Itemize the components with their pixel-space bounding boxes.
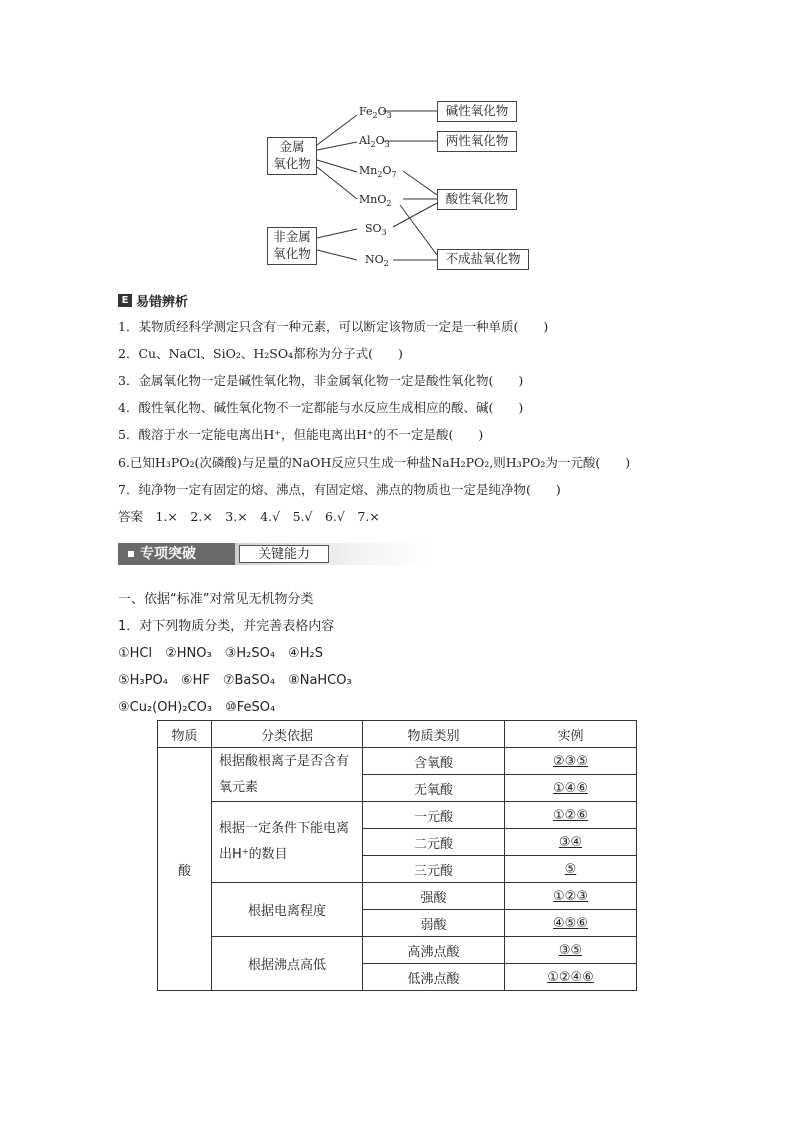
substance-line-1: ①HCl ②HNO₃ ③H₂SO₄ ④H₂S xyxy=(118,646,323,661)
header-example: 实例 xyxy=(505,721,637,748)
nonmetal-oxide-label-1: 非金属 xyxy=(273,229,311,244)
statement-6: 6.已知H₃PO₂(次磷酸)与足量的NaOH反应只生成一种盐NaH₂PO₂,则H₃PO₂为一元酸( ) xyxy=(118,455,631,470)
cell-category: 低沸点酸 xyxy=(363,964,505,991)
banner-light-label: 关键能力 xyxy=(239,545,329,563)
section-header xyxy=(118,290,189,310)
metal-oxide-box xyxy=(267,137,317,175)
cell-example: ①②⑥ xyxy=(505,802,637,829)
statement-5: 5．酸溶于水一定能电离出H⁺，但能电离出H⁺的不一定是酸( ) xyxy=(118,427,484,442)
statement-3: 3．金属氧化物一定是碱性氧化物，非金属氧化物一定是酸性氧化物( ) xyxy=(118,373,524,388)
cell-basis-oxygen: 根据酸根离子是否含有氧元素 xyxy=(212,748,363,802)
statement-1: 1．某物质经科学测定只含有一种元素，可以断定该物质一定是一种单质( ) xyxy=(118,319,549,334)
table-row xyxy=(158,883,637,910)
banner-dark-label: 专项突破 xyxy=(140,546,196,562)
cell-basis-ionization: 根据电离程度 xyxy=(212,883,363,937)
topic-banner xyxy=(118,543,430,565)
part-title: 一、依据“标准”对常见无机物分类 xyxy=(118,592,314,607)
cell-example: ①④⑥ xyxy=(505,775,637,802)
table-header-row xyxy=(158,721,637,748)
square-bullet-icon xyxy=(128,551,134,557)
cell-example: ③⑤ xyxy=(505,937,637,964)
header-substance: 物质 xyxy=(158,721,212,748)
statement-4: 4．酸性氧化物、碱性氧化物不一定都能与水反应生成相应的酸、碱( ) xyxy=(118,400,524,415)
statement-7: 7．纯净物一定有固定的熔、沸点，有固定熔、沸点的物质也一定是纯净物( ) xyxy=(118,482,561,497)
header-basis: 分类依据 xyxy=(212,721,363,748)
cell-substance-acid: 酸 xyxy=(158,748,212,991)
cell-basis-h-count: 根据一定条件下能电离出H⁺的数目 xyxy=(212,802,363,883)
cell-example: ⑤ xyxy=(505,856,637,883)
substance-line-2: ⑤H₃PO₄ ⑥HF ⑦BaSO₄ ⑧NaHCO₃ xyxy=(118,673,352,688)
cell-category: 无氧酸 xyxy=(363,775,505,802)
metal-oxide-label-1: 金属 xyxy=(279,139,305,154)
cell-example: ②③⑤ xyxy=(505,748,637,775)
answer-line: 答案 1.× 2.× 3.× 4.√ 5.√ 6.√ 7.× xyxy=(118,509,380,524)
cell-category: 强酸 xyxy=(363,883,505,910)
cell-category: 高沸点酸 xyxy=(363,937,505,964)
cell-category: 一元酸 xyxy=(363,802,505,829)
table-row xyxy=(158,748,637,775)
oxide-fe2o3: $Fe_2O_3$ xyxy=(359,105,392,121)
oxide-so3: $SO_3$ xyxy=(365,222,387,238)
banner-light-tab xyxy=(235,543,430,565)
cell-example: ①②③ xyxy=(505,883,637,910)
cell-example: ④⑤⑥ xyxy=(505,910,637,937)
oxide-mno2: MnO$_2$ xyxy=(359,193,392,209)
substance-line-3: ⑨Cu₂(OH)₂CO₃ ⑩FeSO₄ xyxy=(118,700,276,715)
cell-category: 弱酸 xyxy=(363,910,505,937)
oxide-mn2o7: $Mn_2O_7$ xyxy=(359,164,397,180)
classification-table xyxy=(157,720,637,991)
cell-category: 含氧酸 xyxy=(363,748,505,775)
section-title: 易错辨析 xyxy=(136,295,189,310)
nonmetal-oxide-box xyxy=(267,227,317,265)
oxide-no2: $NO_2$ xyxy=(365,253,389,269)
cell-example: ③④ xyxy=(505,829,637,856)
type-acidic-oxide: 酸性氧化物 xyxy=(437,189,517,210)
table-row xyxy=(158,802,637,829)
cell-category: 二元酸 xyxy=(363,829,505,856)
oxide-al2o3: $Al_2O_3$ xyxy=(359,134,390,150)
header-category: 物质类别 xyxy=(363,721,505,748)
nonmetal-oxide-label-2: 氧化物 xyxy=(273,246,311,261)
type-nonsalt-oxide: 不成盐氧化物 xyxy=(437,249,529,270)
section-e-icon: E xyxy=(118,294,132,307)
question-title: 1．对下列物质分类，并完善表格内容 xyxy=(118,619,335,634)
cell-category: 三元酸 xyxy=(363,856,505,883)
table-row xyxy=(158,937,637,964)
cell-basis-boiling: 根据沸点高低 xyxy=(212,937,363,991)
metal-oxide-label-2: 氧化物 xyxy=(273,156,311,171)
cell-example: ①②④⑥ xyxy=(505,964,637,991)
type-amphoteric-oxide: 两性氧化物 xyxy=(437,131,517,152)
statement-2: 2．Cu、NaCl、SiO₂、H₂SO₄都称为分子式( ) xyxy=(118,346,403,361)
type-basic-oxide: 碱性氧化物 xyxy=(437,101,517,122)
oxide-classification-diagram xyxy=(255,95,545,275)
banner-dark-tab xyxy=(118,543,235,565)
